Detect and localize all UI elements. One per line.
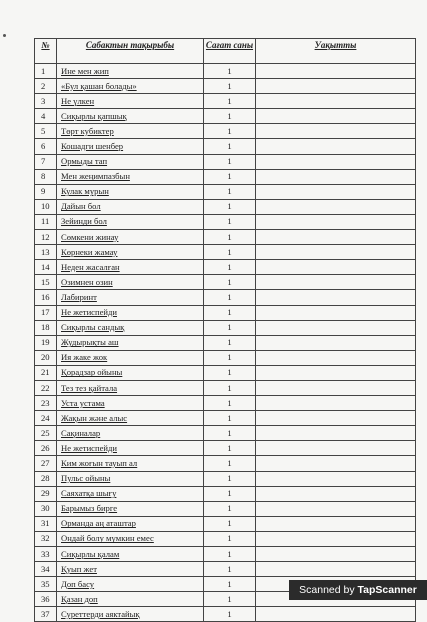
row-hours: 1 xyxy=(204,577,256,592)
row-number: 15 xyxy=(35,275,57,290)
row-time xyxy=(256,199,416,214)
row-topic: Қорадзар ойыны xyxy=(57,365,204,380)
row-topic: Жақын және алыс xyxy=(57,411,204,426)
row-topic: Сиқырлы сандық xyxy=(57,320,204,335)
row-number: 13 xyxy=(35,245,57,260)
row-time xyxy=(256,154,416,169)
row-hours: 1 xyxy=(204,305,256,320)
row-hours: 1 xyxy=(204,214,256,229)
row-topic: Сиқырлы қапшық xyxy=(57,109,204,124)
table-row xyxy=(35,471,416,486)
row-hours: 1 xyxy=(204,124,256,139)
row-topic: Ормандa аң аташтар xyxy=(57,516,204,531)
table-row xyxy=(35,335,416,350)
row-number: 23 xyxy=(35,396,57,411)
row-hours: 1 xyxy=(204,290,256,305)
row-hours: 1 xyxy=(204,230,256,245)
table-row xyxy=(35,531,416,546)
row-number: 5 xyxy=(35,124,57,139)
row-hours: 1 xyxy=(204,396,256,411)
row-time xyxy=(256,94,416,109)
row-topic: Ким жоғын тауып ал xyxy=(57,456,204,471)
row-hours: 1 xyxy=(204,245,256,260)
header-hours: Сағат саны xyxy=(204,39,256,64)
watermark-brand: TapScanner xyxy=(357,584,417,596)
row-time xyxy=(256,214,416,229)
row-topic: Сақиналар xyxy=(57,426,204,441)
row-number: 20 xyxy=(35,350,57,365)
row-number: 6 xyxy=(35,139,57,154)
row-hours: 1 xyxy=(204,426,256,441)
row-time xyxy=(256,260,416,275)
row-number: 3 xyxy=(35,94,57,109)
row-topic: Ия жаке жок xyxy=(57,350,204,365)
row-time xyxy=(256,109,416,124)
row-time xyxy=(256,365,416,380)
row-topic: Ине мен жип xyxy=(57,64,204,79)
row-topic: Саяхатқа шығу xyxy=(57,486,204,501)
row-topic: Сиқырлы қалам xyxy=(57,547,204,562)
scanner-watermark xyxy=(289,580,427,600)
row-hours: 1 xyxy=(204,380,256,395)
table-row xyxy=(35,501,416,516)
row-number: 10 xyxy=(35,199,57,214)
row-number: 29 xyxy=(35,486,57,501)
row-time xyxy=(256,486,416,501)
row-hours: 1 xyxy=(204,94,256,109)
scan-dot xyxy=(3,34,6,37)
table-row xyxy=(35,275,416,290)
row-time xyxy=(256,396,416,411)
table-row xyxy=(35,486,416,501)
row-number: 4 xyxy=(35,109,57,124)
row-time xyxy=(256,245,416,260)
table-row xyxy=(35,154,416,169)
table-row xyxy=(35,260,416,275)
row-topic: Доп басу xyxy=(57,577,204,592)
row-hours: 1 xyxy=(204,320,256,335)
table-row xyxy=(35,441,416,456)
table-row xyxy=(35,456,416,471)
row-number: 16 xyxy=(35,290,57,305)
row-topic: Барымыз бирге xyxy=(57,501,204,516)
row-time xyxy=(256,64,416,79)
row-number: 36 xyxy=(35,592,57,607)
header-number: № xyxy=(35,39,57,64)
row-number: 12 xyxy=(35,230,57,245)
row-hours: 1 xyxy=(204,516,256,531)
row-time xyxy=(256,516,416,531)
row-time xyxy=(256,471,416,486)
row-time xyxy=(256,275,416,290)
row-topic: Не үлкен xyxy=(57,94,204,109)
row-hours: 1 xyxy=(204,531,256,546)
row-time xyxy=(256,531,416,546)
row-time xyxy=(256,547,416,562)
row-hours: 1 xyxy=(204,365,256,380)
row-hours: 1 xyxy=(204,471,256,486)
row-number: 11 xyxy=(35,214,57,229)
row-number: 27 xyxy=(35,456,57,471)
row-time xyxy=(256,411,416,426)
table-row xyxy=(35,396,416,411)
row-number: 9 xyxy=(35,184,57,199)
row-hours: 1 xyxy=(204,562,256,577)
row-topic: Төрт кубиктер xyxy=(57,124,204,139)
row-time xyxy=(256,230,416,245)
table-row xyxy=(35,365,416,380)
row-number: 18 xyxy=(35,320,57,335)
table-row xyxy=(35,426,416,441)
row-hours: 1 xyxy=(204,64,256,79)
row-hours: 1 xyxy=(204,139,256,154)
row-number: 21 xyxy=(35,365,57,380)
row-number: 25 xyxy=(35,426,57,441)
table-body xyxy=(35,64,416,622)
row-hours: 1 xyxy=(204,169,256,184)
row-number: 37 xyxy=(35,607,57,622)
table-row xyxy=(35,64,416,79)
table-row xyxy=(35,290,416,305)
row-number: 26 xyxy=(35,441,57,456)
row-hours: 1 xyxy=(204,335,256,350)
table-row xyxy=(35,305,416,320)
row-number: 2 xyxy=(35,79,57,94)
row-hours: 1 xyxy=(204,607,256,622)
row-time xyxy=(256,79,416,94)
row-number: 33 xyxy=(35,547,57,562)
table-row xyxy=(35,214,416,229)
row-topic: Дайын бол xyxy=(57,199,204,214)
row-time xyxy=(256,426,416,441)
row-topic: Ондай болу мүмкин емес xyxy=(57,531,204,546)
row-topic: Не жетиспейди xyxy=(57,305,204,320)
row-number: 34 xyxy=(35,562,57,577)
row-topic: Зейинди бол xyxy=(57,214,204,229)
row-hours: 1 xyxy=(204,184,256,199)
row-topic: Кошадги шенбер xyxy=(57,139,204,154)
table-row xyxy=(35,169,416,184)
row-time xyxy=(256,456,416,471)
row-time xyxy=(256,607,416,622)
table-row xyxy=(35,199,416,214)
row-time xyxy=(256,320,416,335)
row-topic: Кулак мурын xyxy=(57,184,204,199)
row-topic: Сөмкени жинау xyxy=(57,230,204,245)
row-number: 35 xyxy=(35,577,57,592)
table-row xyxy=(35,547,416,562)
row-topic: Мен жеңимпазбын xyxy=(57,169,204,184)
table-row xyxy=(35,230,416,245)
row-time xyxy=(256,441,416,456)
row-number: 24 xyxy=(35,411,57,426)
row-hours: 1 xyxy=(204,547,256,562)
row-hours: 1 xyxy=(204,79,256,94)
row-topic: Пульс ойыны xyxy=(57,471,204,486)
table-row xyxy=(35,350,416,365)
row-number: 1 xyxy=(35,64,57,79)
row-hours: 1 xyxy=(204,275,256,290)
row-time xyxy=(256,305,416,320)
row-number: 14 xyxy=(35,260,57,275)
table-row xyxy=(35,184,416,199)
row-hours: 1 xyxy=(204,109,256,124)
table-row xyxy=(35,516,416,531)
row-hours: 1 xyxy=(204,501,256,516)
table-row xyxy=(35,109,416,124)
row-hours: 1 xyxy=(204,350,256,365)
row-topic: Тез тез қайтала xyxy=(57,380,204,395)
row-hours: 1 xyxy=(204,486,256,501)
header-topic: Сабактын тақырыбы xyxy=(57,39,204,64)
row-topic: Не жетиспейди xyxy=(57,441,204,456)
row-topic: Суреттерди аяктайық xyxy=(57,607,204,622)
row-hours: 1 xyxy=(204,592,256,607)
row-time xyxy=(256,124,416,139)
row-time xyxy=(256,501,416,516)
row-topic: «Бул қашан болады» xyxy=(57,79,204,94)
row-topic: Ормыды тап xyxy=(57,154,204,169)
lesson-plan-sheet xyxy=(34,38,416,622)
table-row xyxy=(35,320,416,335)
row-topic: Уста устама xyxy=(57,396,204,411)
row-time xyxy=(256,169,416,184)
row-number: 31 xyxy=(35,516,57,531)
header-time: Уақытты xyxy=(256,39,416,64)
row-topic: Лабиринт xyxy=(57,290,204,305)
row-time xyxy=(256,350,416,365)
lesson-plan-table xyxy=(34,38,416,622)
table-row xyxy=(35,562,416,577)
row-number: 28 xyxy=(35,471,57,486)
row-topic: Жудырықты аш xyxy=(57,335,204,350)
row-number: 30 xyxy=(35,501,57,516)
row-time xyxy=(256,562,416,577)
row-time xyxy=(256,335,416,350)
row-number: 32 xyxy=(35,531,57,546)
table-row xyxy=(35,411,416,426)
table-header-row xyxy=(35,39,416,64)
row-hours: 1 xyxy=(204,411,256,426)
table-row xyxy=(35,94,416,109)
table-row xyxy=(35,139,416,154)
row-time xyxy=(256,184,416,199)
table-row xyxy=(35,124,416,139)
row-time xyxy=(256,290,416,305)
row-hours: 1 xyxy=(204,199,256,214)
row-hours: 1 xyxy=(204,260,256,275)
table-row xyxy=(35,245,416,260)
row-topic: Қазан доп xyxy=(57,592,204,607)
row-hours: 1 xyxy=(204,456,256,471)
row-number: 19 xyxy=(35,335,57,350)
row-number: 17 xyxy=(35,305,57,320)
row-number: 7 xyxy=(35,154,57,169)
row-number: 22 xyxy=(35,380,57,395)
row-hours: 1 xyxy=(204,441,256,456)
watermark-prefix: Scanned by xyxy=(299,584,358,596)
table-row xyxy=(35,607,416,622)
row-time xyxy=(256,139,416,154)
table-row xyxy=(35,380,416,395)
row-topic: Озимнен озин xyxy=(57,275,204,290)
row-topic: Неден жасалған xyxy=(57,260,204,275)
row-topic: Көрнеки жамау xyxy=(57,245,204,260)
table-row xyxy=(35,79,416,94)
row-time xyxy=(256,380,416,395)
row-hours: 1 xyxy=(204,154,256,169)
row-topic: Қуып жет xyxy=(57,562,204,577)
row-number: 8 xyxy=(35,169,57,184)
